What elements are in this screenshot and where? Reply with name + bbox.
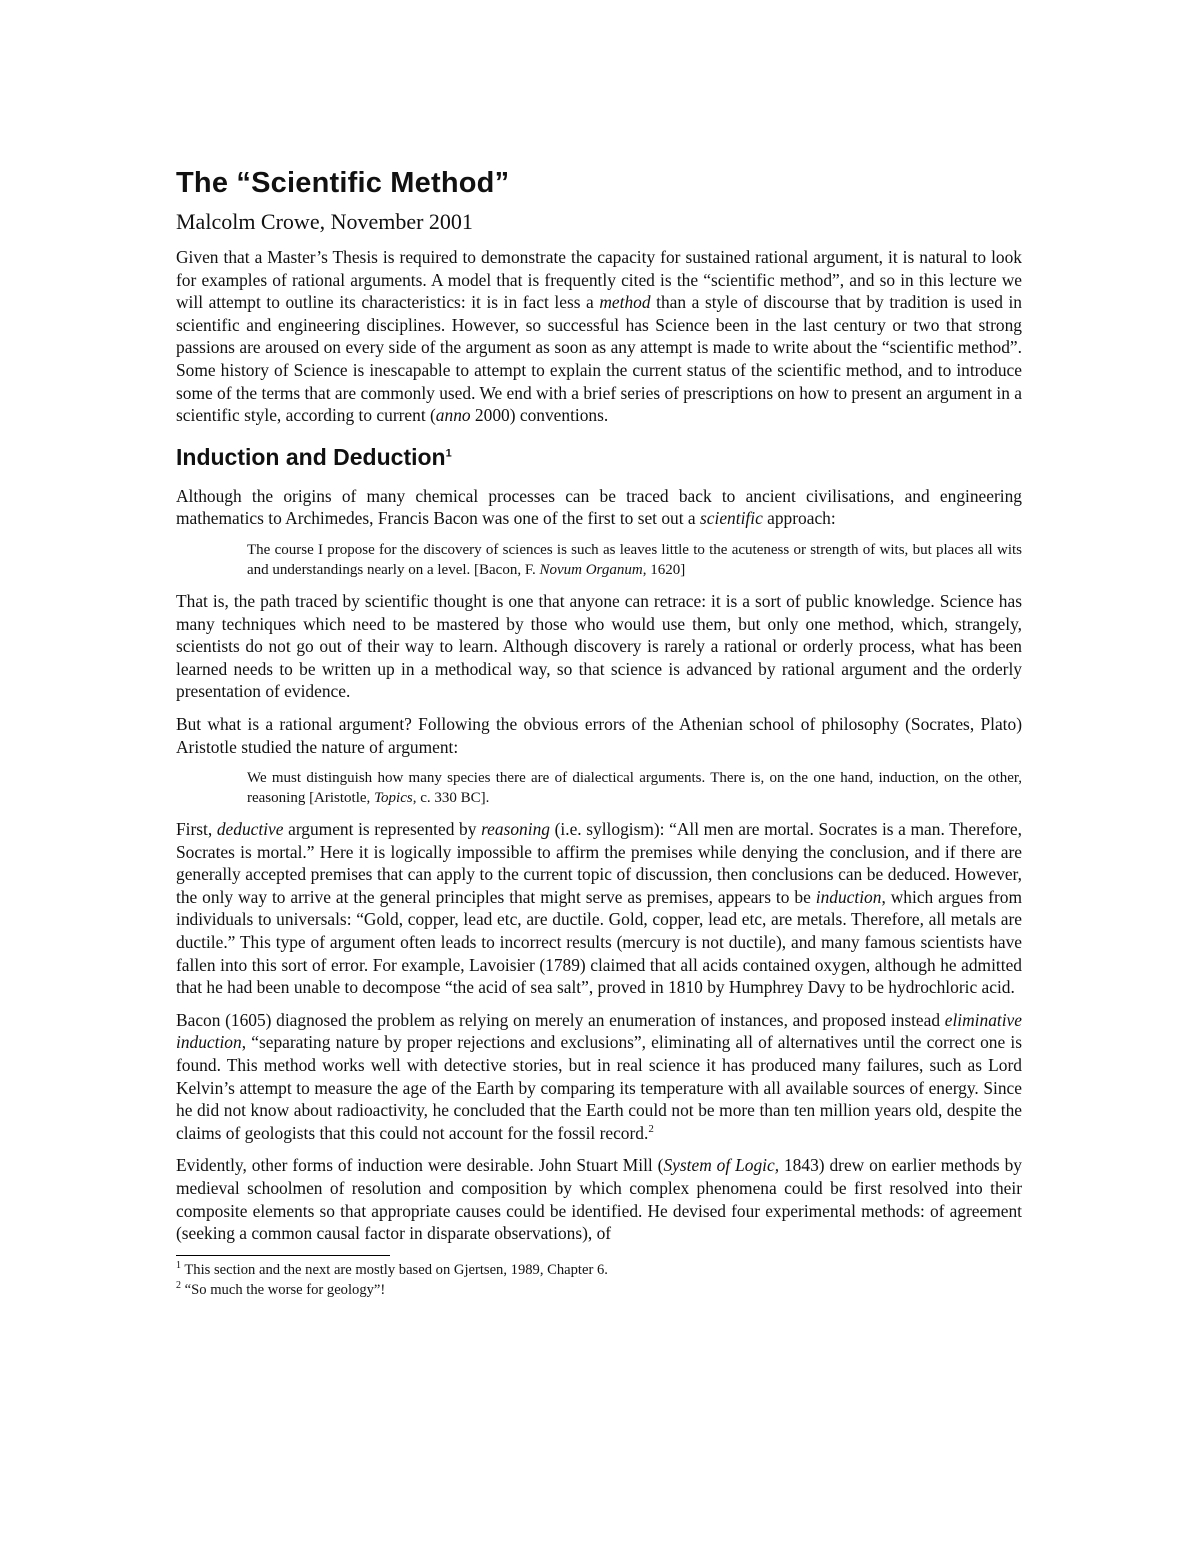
footnote-ref-2: 2 [648, 1123, 654, 1136]
block-quote-bacon: The course I propose for the discovery of sciences is such as leaves little to the acuteness or strength of wits, but places all wits and understandings nearly on a level. [Bacon, F. Novum Organum, 1620] [247, 541, 1022, 578]
footnote-2: $^2$ “So much the worse for geology”! [176, 1279, 386, 1298]
footnote-ref-1: 1 [445, 447, 452, 460]
paragraph-public-knowledge: That is, the path traced by scientific thought is one that anyone can retrace: it is a sort of public knowledge. Science has many techniques which need to be mastered by those who would use them, but only one method, which, strangely, scientists do not go out of their way to learn. Although discovery is rarely a rational or orderly process, what has been learned needs to be written up in a methodical way, so that science is advanced by rational argument and the orderly presentation of evidence. [176, 590, 1022, 702]
document-page [176, 166, 1022, 1300]
paragraph-deduction: First, deductive argument is represented by reasoning (i.e. syllogism): “All men are mortal. Socrates is a man. Therefore, Socrates is mortal.” Here it is logically impossible to affirm the premises while denying the conclusion, and if there are generally accepted premises that can apply to the current topic of discussion, then conclusions can be deduced. However, the only way to arrive at the general principles that might serve as premises, appears to be induction, which argues from individuals to universals: “Gold, copper, lead etc, are ductile. Gold, copper, lead etc, are metals. Therefore, all metals are ductile.” This type of argument often leads to incorrect results (mercury is not ductile), and many famous scientists have fallen into this sort of error. For example, Lavoisier (1789) claimed that all acids contained oxygen, although he admitted that he had been unable to decompose “the acid of sea salt”, proved in 1810 by Humphrey Davy to be hydrochloric acid. [176, 819, 1022, 998]
section-heading: Induction and Deduction$^1$ [176, 443, 452, 470]
intro-paragraph: Given that a Master’s Thesis is required to demonstrate the capacity for sustained rational argument, it is natural to look for examples of rational arguments. A model that is frequently cited is the “scientific method”, and so in this lecture we will attempt to outline its characteristics: it is in fact less a method than a style of discourse that by tradition is used in scientific and engineering disciplines. However, so successful has Science been in the last century or two that strong passions are aroused on every side of the argument as soon as any attempt is made to write about the “scientific method”. Some history of Science is inescapable to attempt to explain the current status of the scientific method, and to introduce some of the terms that are commonly used. We end with a brief series of prescriptions on how to present an argument in a scientific style, according to current (anno 2000) conventions. [176, 247, 1023, 426]
document-title: The “Scientific Method” [176, 167, 510, 199]
block-quote-aristotle: We must distinguish how many species there are of dialectical arguments. There is, on the one hand, induction, on the other, reasoning [Aristotle, Topics, c. 330 BC]. [247, 770, 1022, 807]
paragraph-rational-argument: But what is a rational argument? Following the obvious errors of the Athenian school of philosophy (Socrates, Plato) Aristotle studied the nature of argument: [176, 713, 1022, 757]
paragraph-eliminative-induction: Bacon (1605) diagnosed the problem as relying on merely an enumeration of instances, and proposed instead eliminative induction, “separating nature by proper rejections and exclusions”, eliminating all of alternatives until the correct one is found. This method works well with detective stories, but in real science it has produced many failures, such as Lord Kelvin’s attempt to measure the age of the Earth by comparing its temperature with all available sources of energy. Since he did not know about radioactivity, he concluded that the Earth could not be more than ten million years old, despite the claims of geologists that this could not account for the fossil record.$^2$ [176, 1009, 1022, 1143]
paragraph-bacon: Although the origins of many chemical processes can be traced back to ancient civilisations, and engineering mathematics to Archimedes, Francis Bacon was one of the first to set out a scientific approach: [176, 485, 1022, 529]
paragraph-mill: Evidently, other forms of induction were desirable. John Stuart Mill (System of Logic, 1843) drew on earlier methods by medieval schoolmen of resolution and composition by which complex phenomena could be first resolved into their composite elements so that appropriate causes could be identified. He devised four experimental methods: of agreement (seeking a common causal factor in disparate observations), of [176, 1155, 1022, 1244]
author-line: Malcolm Crowe, November 2001 [176, 209, 473, 234]
footnote-1: $^1$ This section and the next are mostly based on Gjertsen, 1989, Chapter 6. [176, 1259, 608, 1278]
footnote-divider [176, 1255, 390, 1256]
